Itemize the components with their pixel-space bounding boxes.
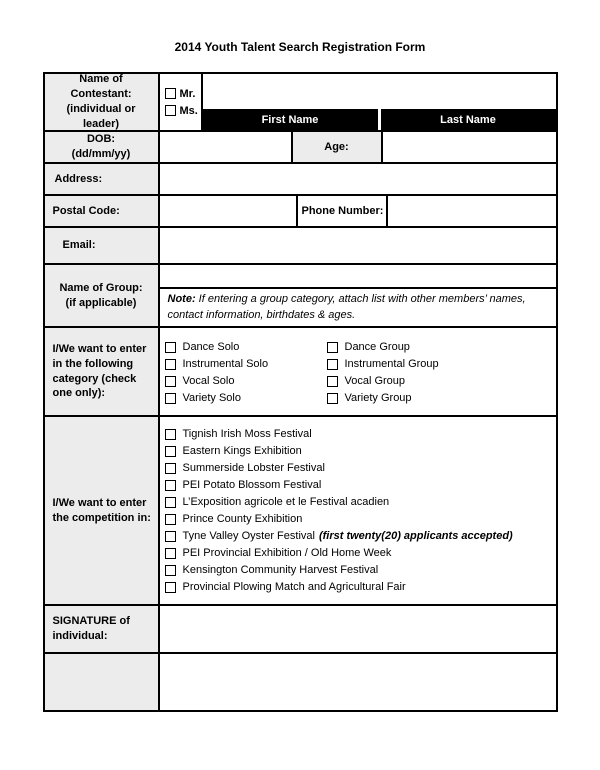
group-note-body: If entering a group category, attach list with other members’ names, contact information, birthdates & ages. (167, 293, 526, 321)
row-bottom-partial (45, 654, 556, 710)
contestant-label (45, 74, 160, 130)
dob-label-line2: (dd/mm/yy) (71, 148, 131, 160)
contestant-label-line1: Name of Contestant: (70, 73, 132, 101)
checkbox-dance-solo[interactable] (165, 342, 176, 353)
row-competition (45, 417, 556, 606)
category-label: I/We want to enter in the following category (check one only): (45, 328, 160, 415)
row-email (45, 228, 556, 265)
row-signature (45, 606, 556, 654)
dob-label-line1: DOB: (86, 133, 116, 146)
competition-label: I/We want to enter the competition in: (45, 417, 160, 604)
checkbox-tignish-irish-moss[interactable] (165, 429, 176, 440)
postal-code-label: Postal Code: (45, 196, 160, 226)
age-label: Age: (293, 132, 383, 162)
mr-option (165, 88, 201, 100)
phone-number-input-area[interactable] (388, 196, 556, 226)
address-input-area[interactable] (160, 164, 556, 194)
competition-option: Provincial Plowing Match and Agricultural Fair (165, 581, 556, 593)
first-name-header: First Name (203, 109, 378, 130)
email-input-area[interactable] (160, 228, 556, 263)
checkbox-instrumental-solo[interactable] (165, 359, 176, 370)
checkbox-pei-provincial-exhibition[interactable] (165, 548, 176, 559)
checkbox-variety-group[interactable] (327, 393, 338, 404)
checkbox-vocal-solo[interactable] (165, 376, 176, 387)
signature-label-line2: individual: (52, 630, 108, 642)
category-option: Vocal Group (327, 375, 439, 387)
group-note-prefix: Note: (167, 293, 196, 306)
ms-option (165, 105, 201, 117)
row-postal (45, 196, 556, 228)
checkbox-provincial-plowing-match[interactable] (165, 582, 176, 593)
last-name-header: Last Name (381, 109, 556, 130)
checkbox-pei-potato-blossom[interactable] (165, 480, 176, 491)
title-select-cell (160, 74, 203, 130)
competition-option: Tyne Valley Oyster Festival (first twenty(20) applicants accepted) (165, 530, 556, 542)
checkbox-dance-group[interactable] (327, 342, 338, 353)
postal-code-input-area[interactable] (160, 196, 298, 226)
ms-label: Ms. (179, 104, 198, 117)
competition-option: Eastern Kings Exhibition (165, 445, 556, 457)
competition-option: Prince County Exhibition (165, 513, 556, 525)
age-input-area[interactable] (383, 132, 556, 162)
name-input-area[interactable] (203, 74, 556, 109)
group-label (45, 265, 160, 326)
category-option: Instrumental Solo (165, 358, 327, 370)
checkbox-summerside-lobster[interactable] (165, 463, 176, 474)
category-options-area (160, 328, 556, 415)
row-group (45, 265, 556, 328)
mr-label: Mr. (179, 87, 196, 100)
competition-option: Tignish Irish Moss Festival (165, 428, 556, 440)
checkbox-eastern-kings[interactable] (165, 446, 176, 457)
address-label: Address: (45, 164, 160, 194)
checkbox-vocal-group[interactable] (327, 376, 338, 387)
dob-input-area[interactable] (160, 132, 293, 162)
signature-input-area[interactable] (160, 606, 556, 652)
competition-option: Kensington Community Harvest Festival (165, 564, 556, 576)
checkbox-exposition-acadien[interactable] (165, 497, 176, 508)
checkbox-tyne-valley-oyster[interactable] (165, 531, 176, 542)
checkbox-instrumental-group[interactable] (327, 359, 338, 370)
category-option: Dance Group (327, 341, 439, 353)
competition-option: PEI Provincial Exhibition / Old Home Week (165, 547, 556, 559)
category-option: Variety Solo (165, 392, 327, 404)
signature-label (45, 606, 160, 652)
category-option: Vocal Solo (165, 375, 327, 387)
group-options-column (327, 341, 439, 415)
checkbox-prince-county[interactable] (165, 514, 176, 525)
category-option: Instrumental Group (327, 358, 439, 370)
tyne-valley-note: (first twenty(20) applicants accepted) (318, 530, 513, 542)
contestant-label-line2: (individual or leader) (66, 103, 136, 130)
checkbox-kensington-harvest[interactable] (165, 565, 176, 576)
category-option: Variety Group (327, 392, 439, 404)
solo-options-column (165, 341, 327, 415)
category-option: Dance Solo (165, 341, 327, 353)
group-label-line2: (if applicable) (65, 296, 137, 309)
competition-option: L’Exposition agricole et le Festival acadien (165, 496, 556, 508)
competition-option: PEI Potato Blossom Festival (165, 479, 556, 491)
group-note (160, 289, 556, 326)
group-area (160, 265, 556, 326)
checkbox-ms[interactable] (165, 105, 176, 116)
registration-form-table (43, 72, 558, 712)
row-address (45, 164, 556, 196)
row-category (45, 328, 556, 417)
name-header-bars (203, 109, 556, 130)
dob-label (45, 132, 160, 162)
form-title: 2014 Youth Talent Search Registration Form (174, 40, 426, 54)
bottom-label-cell (45, 654, 160, 710)
group-name-input-area[interactable] (160, 265, 556, 289)
phone-number-label: Phone Number: (298, 196, 388, 226)
row-contestant (45, 74, 556, 132)
group-label-line1: Name of Group: (59, 281, 143, 294)
checkbox-mr[interactable] (165, 88, 176, 99)
row-dob (45, 132, 556, 164)
competition-options-area (160, 417, 556, 604)
competition-option: Summerside Lobster Festival (165, 462, 556, 474)
bottom-input-area[interactable] (160, 654, 556, 710)
contestant-name-area (203, 74, 556, 130)
checkbox-variety-solo[interactable] (165, 393, 176, 404)
signature-label-line1: SIGNATURE of (52, 615, 130, 628)
email-label: Email: (45, 228, 160, 263)
